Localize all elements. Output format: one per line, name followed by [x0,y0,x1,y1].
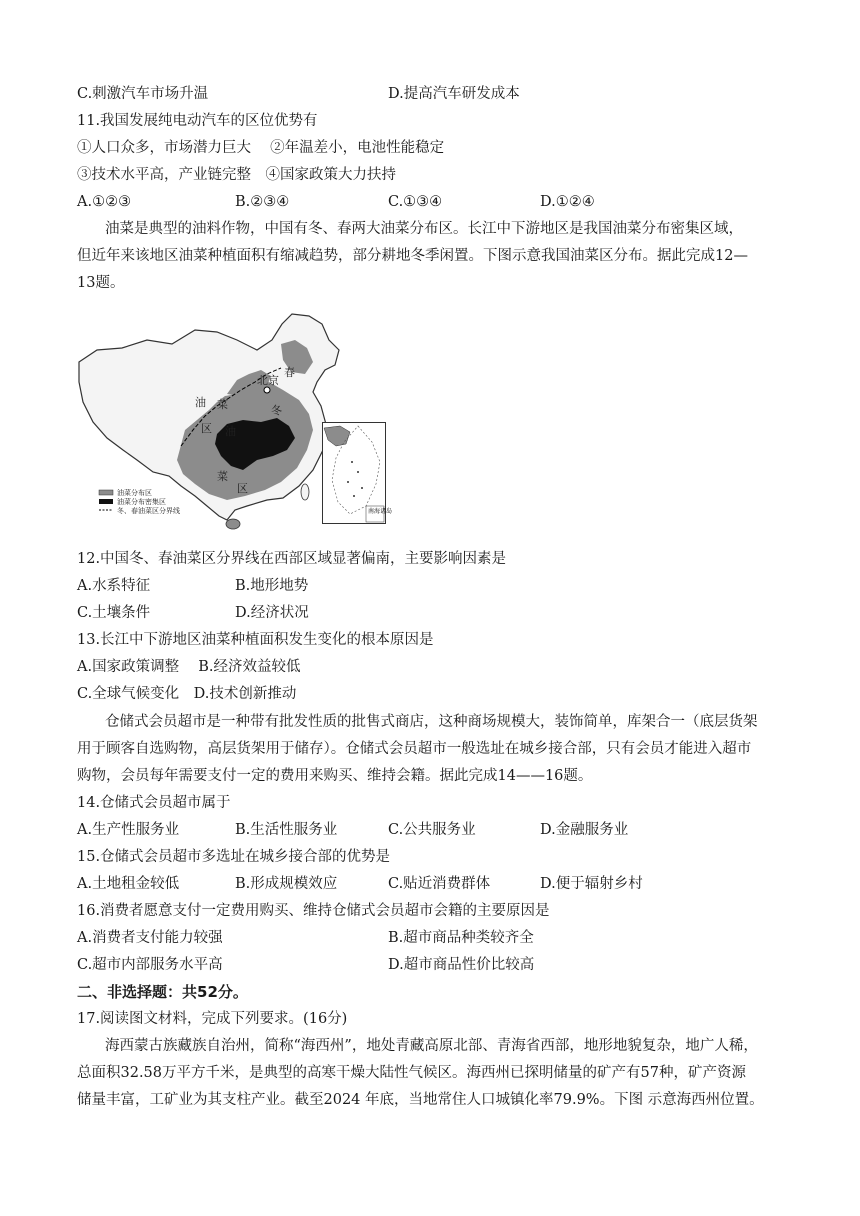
q14-option-d: D.金融服务业 [540,822,629,838]
q12-option-b: B.地形地势 [235,578,309,594]
q14-option-c: C.公共服务业 [388,822,476,838]
q11-statement-line1: ①人口众多，市场潜力巨大 ②年温差小，电池性能稳定 [77,140,445,156]
q11-statement-line2: ③技术水平高，产业链完整 ④国家政策大力扶持 [77,167,396,183]
q17-passage-line1: 海西蒙古族藏族自治州，简称“海西州”，地处青藏高原北部、青海省西部，地形地貌复杂，地广人稀， [105,1038,758,1054]
q12-stem: 12.中国冬、春油菜区分界线在西部区域显著偏南，主要影响因素是 [77,551,507,567]
legend-rape-area: 油菜分布区 [117,489,152,497]
label-oil-1: 油 [195,396,206,409]
label-cai-1: 菜 [217,398,228,411]
passage-store-line1: 仓储式会员超市是一种带有批发性质的批售式商店，这种商场规模大，装饰简单，库架合一（底层货架 [105,714,758,730]
label-qu-1: 区 [201,422,212,435]
q16-stem: 16.消费者愿意支付一定费用购买、维持仓储式会员超市会籍的主要原因是 [77,903,550,919]
q15-option-b: B.形成规模效应 [235,876,338,892]
label-qu-2: 区 [237,482,248,495]
label-oil-2: 油 [225,425,236,438]
q11-option-b: B.②③④ [235,194,290,210]
legend-swatch-dense [99,499,113,504]
q14-option-b: B.生活性服务业 [235,822,338,838]
hainan-island [226,519,240,529]
q17-stem: 17.阅读图文材料，完成下列要求。(16分) [77,1011,348,1027]
q17-passage-line3: 储量丰富，工矿业为其支柱产业。截至2024 年底，当地常住人口城镇化率79.9%。下图 示意海西州位置。 [77,1092,764,1108]
passage-store-line2: 用于顾客自选购物，高层货架用于储存）。仓储式会员超市一般选址在城乡接合部，只有会员才能进入超市 [77,741,752,757]
q11-option-c: C.①③④ [388,194,443,210]
section-2-heading: 二、非选择题：共52分。 [77,983,248,1001]
taiwan-island [301,484,309,500]
q14-stem: 14.仓储式会员超市属于 [77,795,231,811]
q15-option-a: A.土地租金较低 [77,876,180,892]
label-spring: 春 [284,366,295,379]
q13-options-cd: C.全球气候变化 D.技术创新推动 [77,686,297,702]
q12-option-d: D.经济状况 [235,605,309,621]
q14-option-a: A.生产性服务业 [77,822,180,838]
q15-stem: 15.仓储式会员超市多选址在城乡接合部的优势是 [77,849,391,865]
q16-option-a: A.消费者支付能力较强 [77,930,223,946]
label-winter: 冬 [271,404,282,417]
q12-option-a: A.水系特征 [77,578,151,594]
south-china-sea-inset [322,422,393,524]
passage-store-line3: 购物，会员每年需要支付一定的费用来购买、维持会籍。据此完成14——16题。 [77,768,593,784]
legend-dense-area: 油菜分布密集区 [117,498,166,506]
q10-option-c: C.刺激汽车市场升温 [77,86,209,102]
q11-option-a: A.①②③ [77,194,132,210]
q16-option-d: D.超市商品性价比较高 [388,957,535,973]
q13-options-ab: A.国家政策调整 B.经济效益较低 [77,659,301,675]
label-cai-2: 菜 [217,470,228,483]
q16-option-c: C.超市内部服务水平高 [77,957,223,973]
q17-passage-line2: 总面积32.58万平方千米，是典型的高寒干燥大陆性气候区。海西州已探明储量的矿产有57种，矿产资源 [77,1065,746,1081]
label-beijing: 北京 [257,374,279,387]
q10-option-d: D.提高汽车研发成本 [388,86,520,102]
inset-label: 南海诸岛 [368,508,393,515]
q11-stem: 11.我国发展纯电动汽车的区位优势有 [77,113,318,129]
q15-option-c: C.贴近消费群体 [388,876,491,892]
beijing-marker [264,387,270,393]
q12-option-c: C.土壤条件 [77,605,151,621]
q15-option-d: D.便于辐射乡村 [540,876,643,892]
q13-stem: 13.长江中下游地区油菜种植面积发生变化的根本原因是 [77,632,434,648]
passage-rape-line3: 13题。 [77,275,125,291]
passage-rape-line1: 油菜是典型的油料作物，中国有冬、春两大油菜分布区。长江中下游地区是我国油菜分布密集区域， [105,221,743,237]
q11-option-d: D.①②④ [540,194,595,210]
legend-boundary: 冬、春油菜区分界线 [117,507,180,515]
legend-swatch-rape [99,490,113,495]
passage-rape-line2: 但近年来该地区油菜种植面积有缩减趋势，部分耕地冬季闲置。下图示意我国油菜区分布。据此完成12— [77,248,748,264]
q16-option-b: B.超市商品种类较齐全 [388,930,534,946]
